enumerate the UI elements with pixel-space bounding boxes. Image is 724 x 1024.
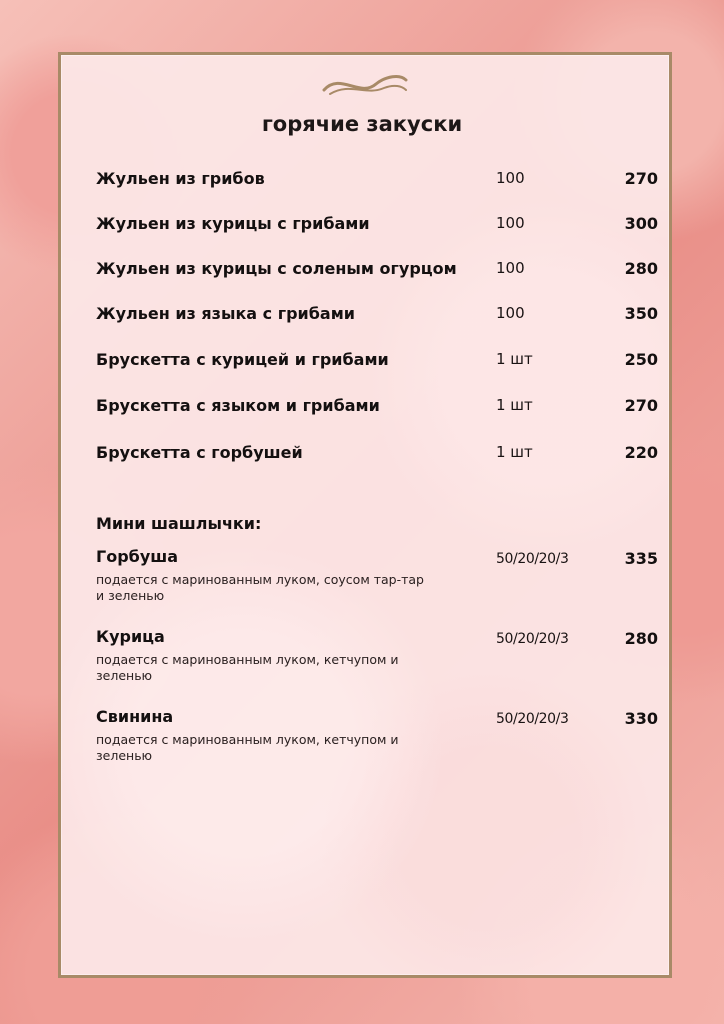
menu-item [96,214,658,240]
item-price: 220 [624,443,658,462]
item-weight: 1 шт [496,396,533,414]
section-title: горячие закуски [261,112,463,136]
skewer-description: подается с маринованным луком, соусом тар-тар и зеленью [96,572,424,603]
item-name: Жульен из грибов [96,169,265,188]
menu-item [96,443,658,469]
menu-item [96,396,658,422]
skewer-weight: 50/20/20/3 [496,631,569,647]
skewer-item [96,707,658,769]
item-price: 270 [624,169,658,188]
skewer-name: Курица [96,627,165,646]
item-weight: 100 [496,304,525,322]
menu-item [96,350,658,376]
skewer-description: подается с маринованным луком, кетчупом и зеленью [96,652,399,683]
skewer-price: 330 [624,709,658,728]
menu-item [96,169,658,195]
item-price: 250 [624,350,658,369]
skewer-weight: 50/20/20/3 [496,711,569,727]
item-price: 300 [624,214,658,233]
skewer-price: 280 [624,629,658,648]
item-name: Брускетта с горбушей [96,443,303,462]
skewer-name: Свинина [96,707,174,726]
item-weight: 1 шт [496,350,533,368]
item-name: Жульен из курицы с соленым огурцом [96,259,457,278]
flourish-ornament-icon [320,68,410,100]
skewer-name: Горбуша [96,547,179,566]
menu-item [96,304,658,330]
item-name: Жульен из курицы с грибами [96,214,370,233]
item-weight: 1 шт [496,443,533,461]
item-name: Брускетта с курицей и грибами [96,350,389,369]
item-price: 350 [624,304,658,323]
item-price: 270 [624,396,658,415]
item-name: Жульен из языка с грибами [96,304,356,323]
item-name: Брускетта с языком и грибами [96,396,380,415]
skewer-item [96,547,658,609]
item-price: 280 [624,259,658,278]
item-weight: 100 [496,214,525,232]
skewers-heading: Мини шашлычки: [96,514,262,533]
skewer-description: подается с маринованным луком, кетчупом и зеленью [96,732,399,763]
item-weight: 100 [496,169,525,187]
item-weight: 100 [496,259,525,277]
skewer-price: 335 [624,549,658,568]
skewer-weight: 50/20/20/3 [496,551,569,567]
menu-item [96,259,658,285]
skewer-item [96,627,658,689]
